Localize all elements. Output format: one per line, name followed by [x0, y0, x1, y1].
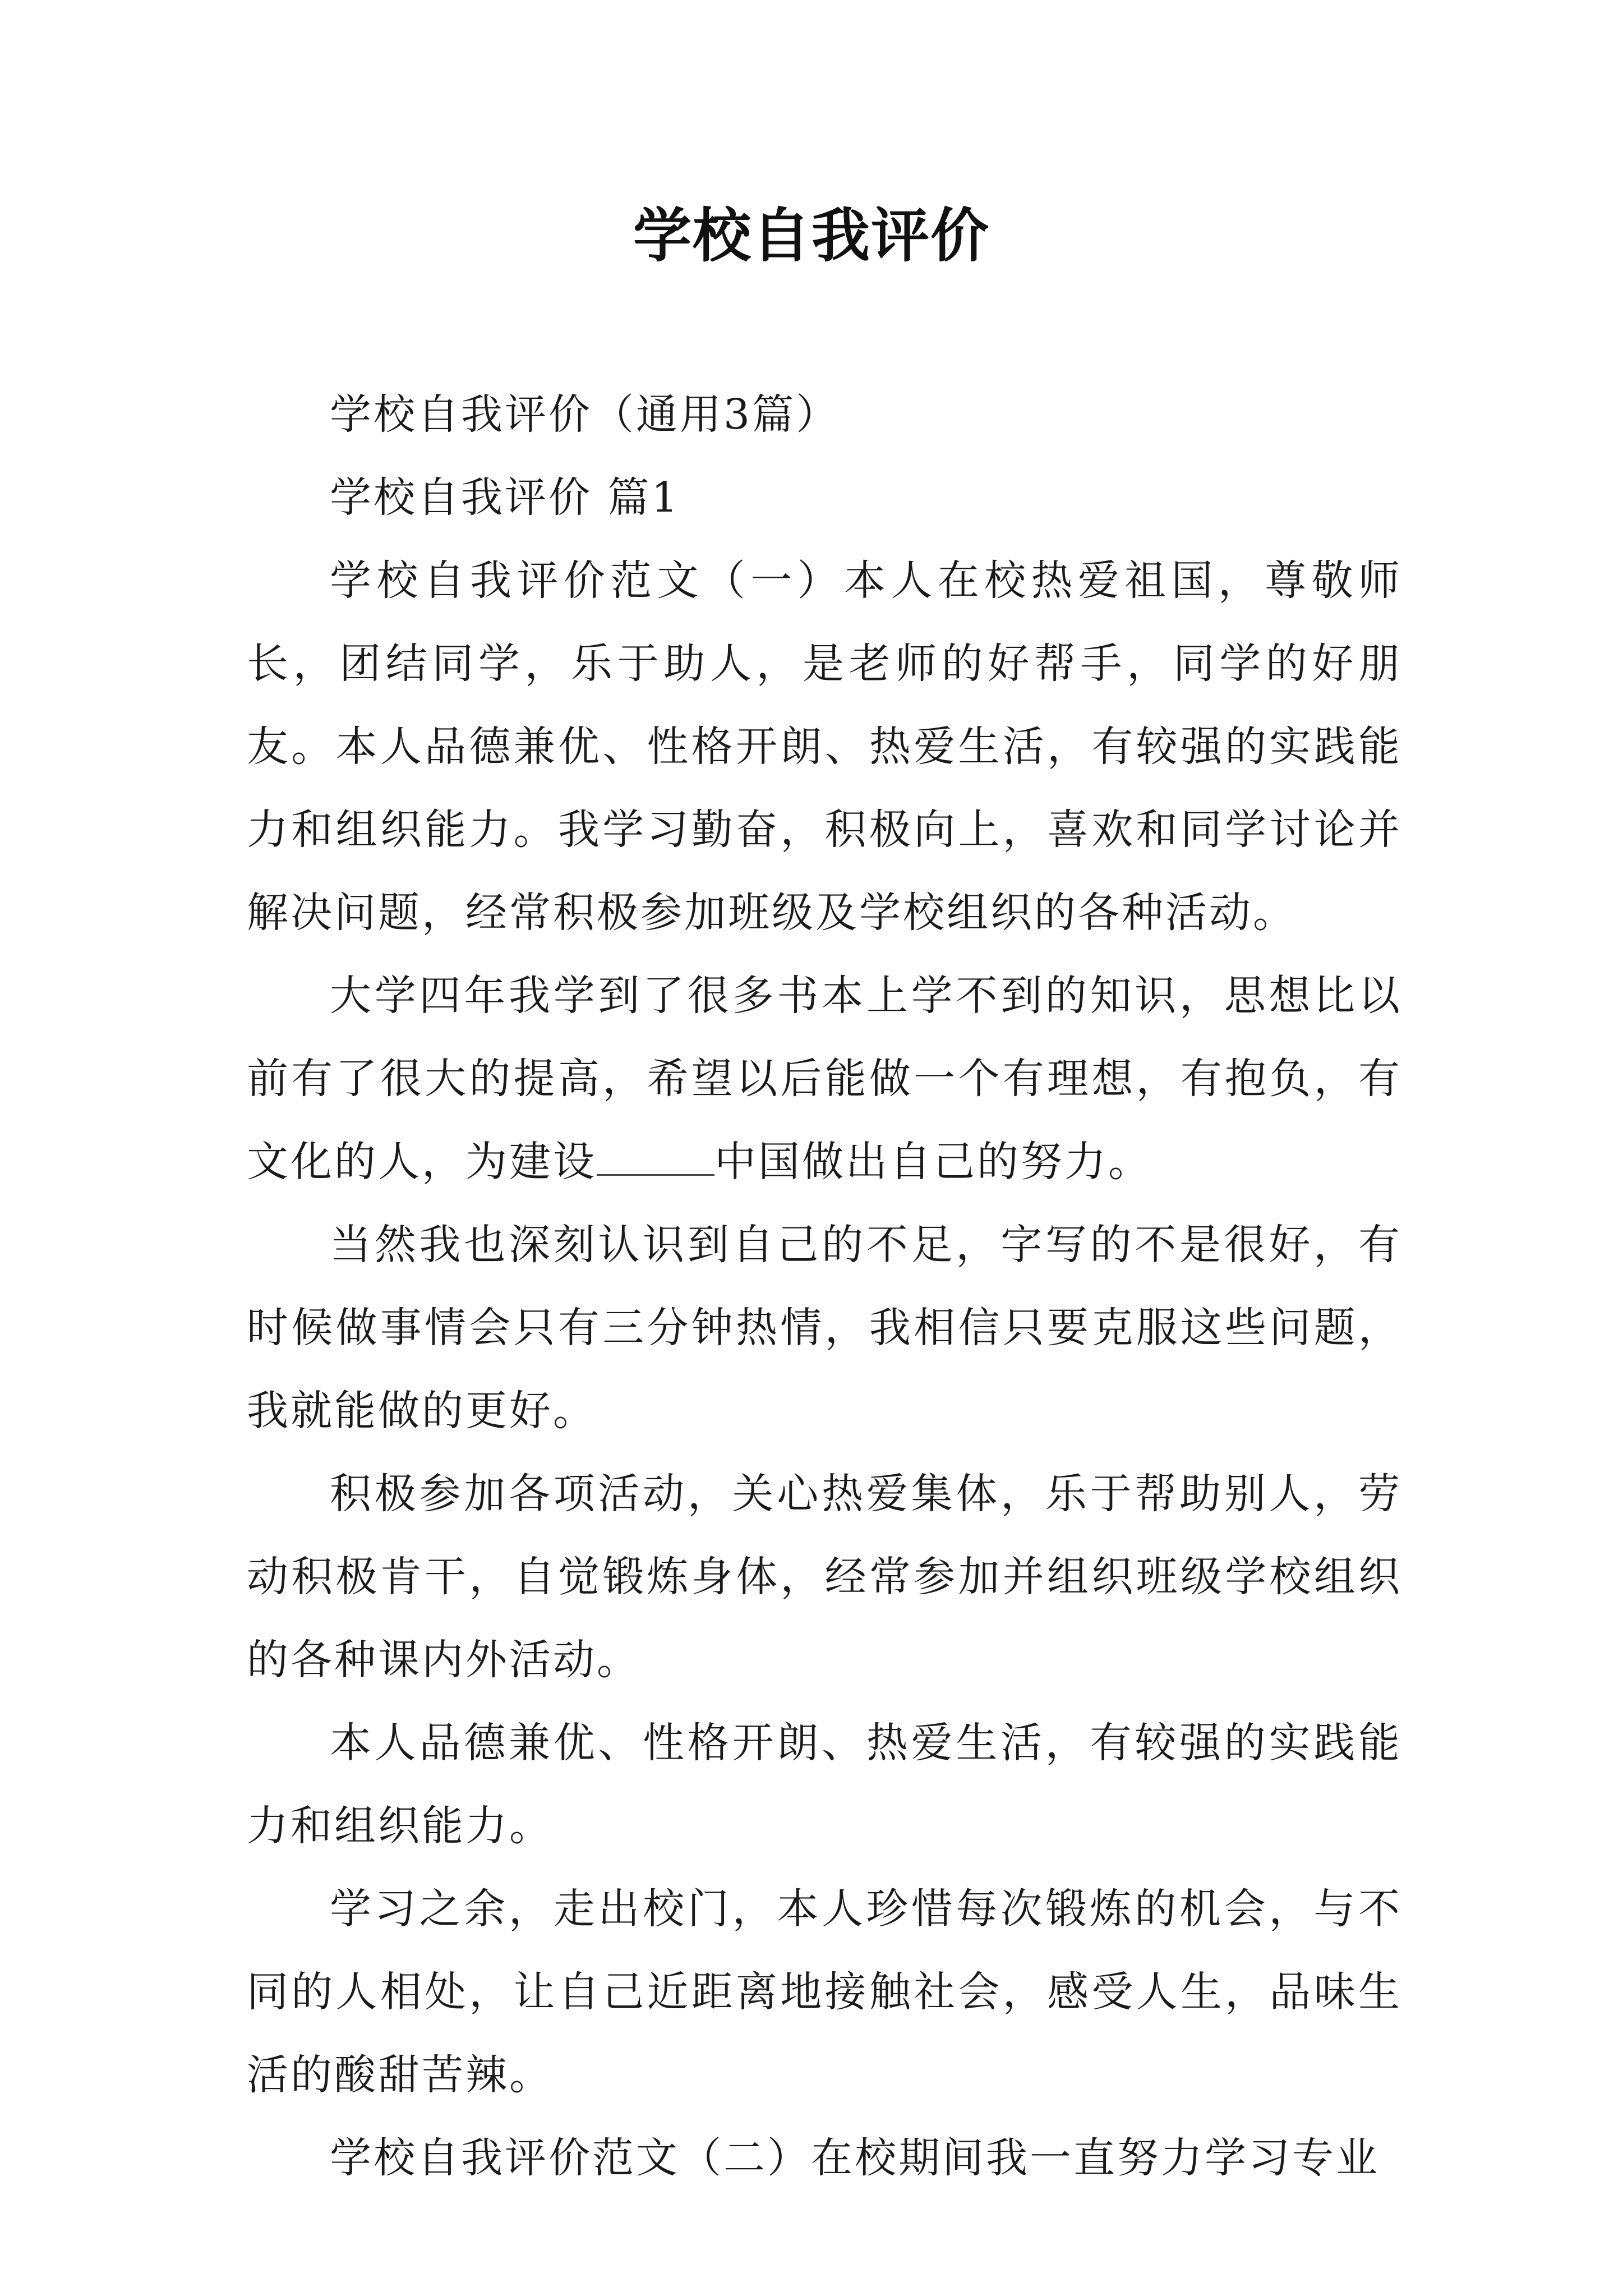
document-title: 学校自我评价 [633, 201, 990, 270]
paragraph: 本人品德兼优、性格开朗、热爱生活，有较强的实践能力和组织能力。 [247, 1719, 1402, 1850]
paragraph-section-heading: 学校自我评价 篇1 [330, 473, 680, 522]
paragraph: 学校自我评价范文（一）本人在校热爱祖国，尊敬师长，团结同学，乐于助人，是老师的好帮手，同学的好朋友。本人品德兼优、性格开朗、热爱生活，有较强的实践能力和组织能力。我学习勤奋，积极向上，喜欢和同学讨论并解决问题，经常积极参加班级及学校组织的各种活动。 [247, 556, 1402, 937]
document-body [247, 373, 1402, 2200]
paragraph: 积极参加各项活动，关心热爱集体，乐于帮助别人，劳动积极肯干，自觉锻炼身体，经常参加并组织班级学校组织的各种课内外活动。 [247, 1470, 1402, 1684]
paragraph-text: 大学四年我学到了很多书本上学不到的知识，思想比以前有了很大的提高，希望以后能做一个有理想，有抱负，有文化的人，为建设 [247, 972, 1402, 1186]
paragraph [247, 954, 1402, 1203]
paragraph-text: 中国做出自己的努力。 [714, 1138, 1152, 1186]
paragraph-subtitle: 学校自我评价（通用3篇） [330, 390, 840, 439]
fill-in-blank [597, 1139, 714, 1176]
paragraph: 当然我也深刻认识到自己的不足，字写的不是很好，有时候做事情会只有三分钟热情，我相信只要克服这些问题，我就能做的更好。 [247, 1221, 1402, 1435]
paragraph: 学习之余，走出校门，本人珍惜每次锻炼的机会，与不同的人相处，让自己近距离地接触社会，感受人生，品味生活的酸甜苦辣。 [247, 1885, 1402, 2099]
paragraph: 学校自我评价范文（二）在校期间我一直努力学习专业 [330, 2134, 1380, 2182]
